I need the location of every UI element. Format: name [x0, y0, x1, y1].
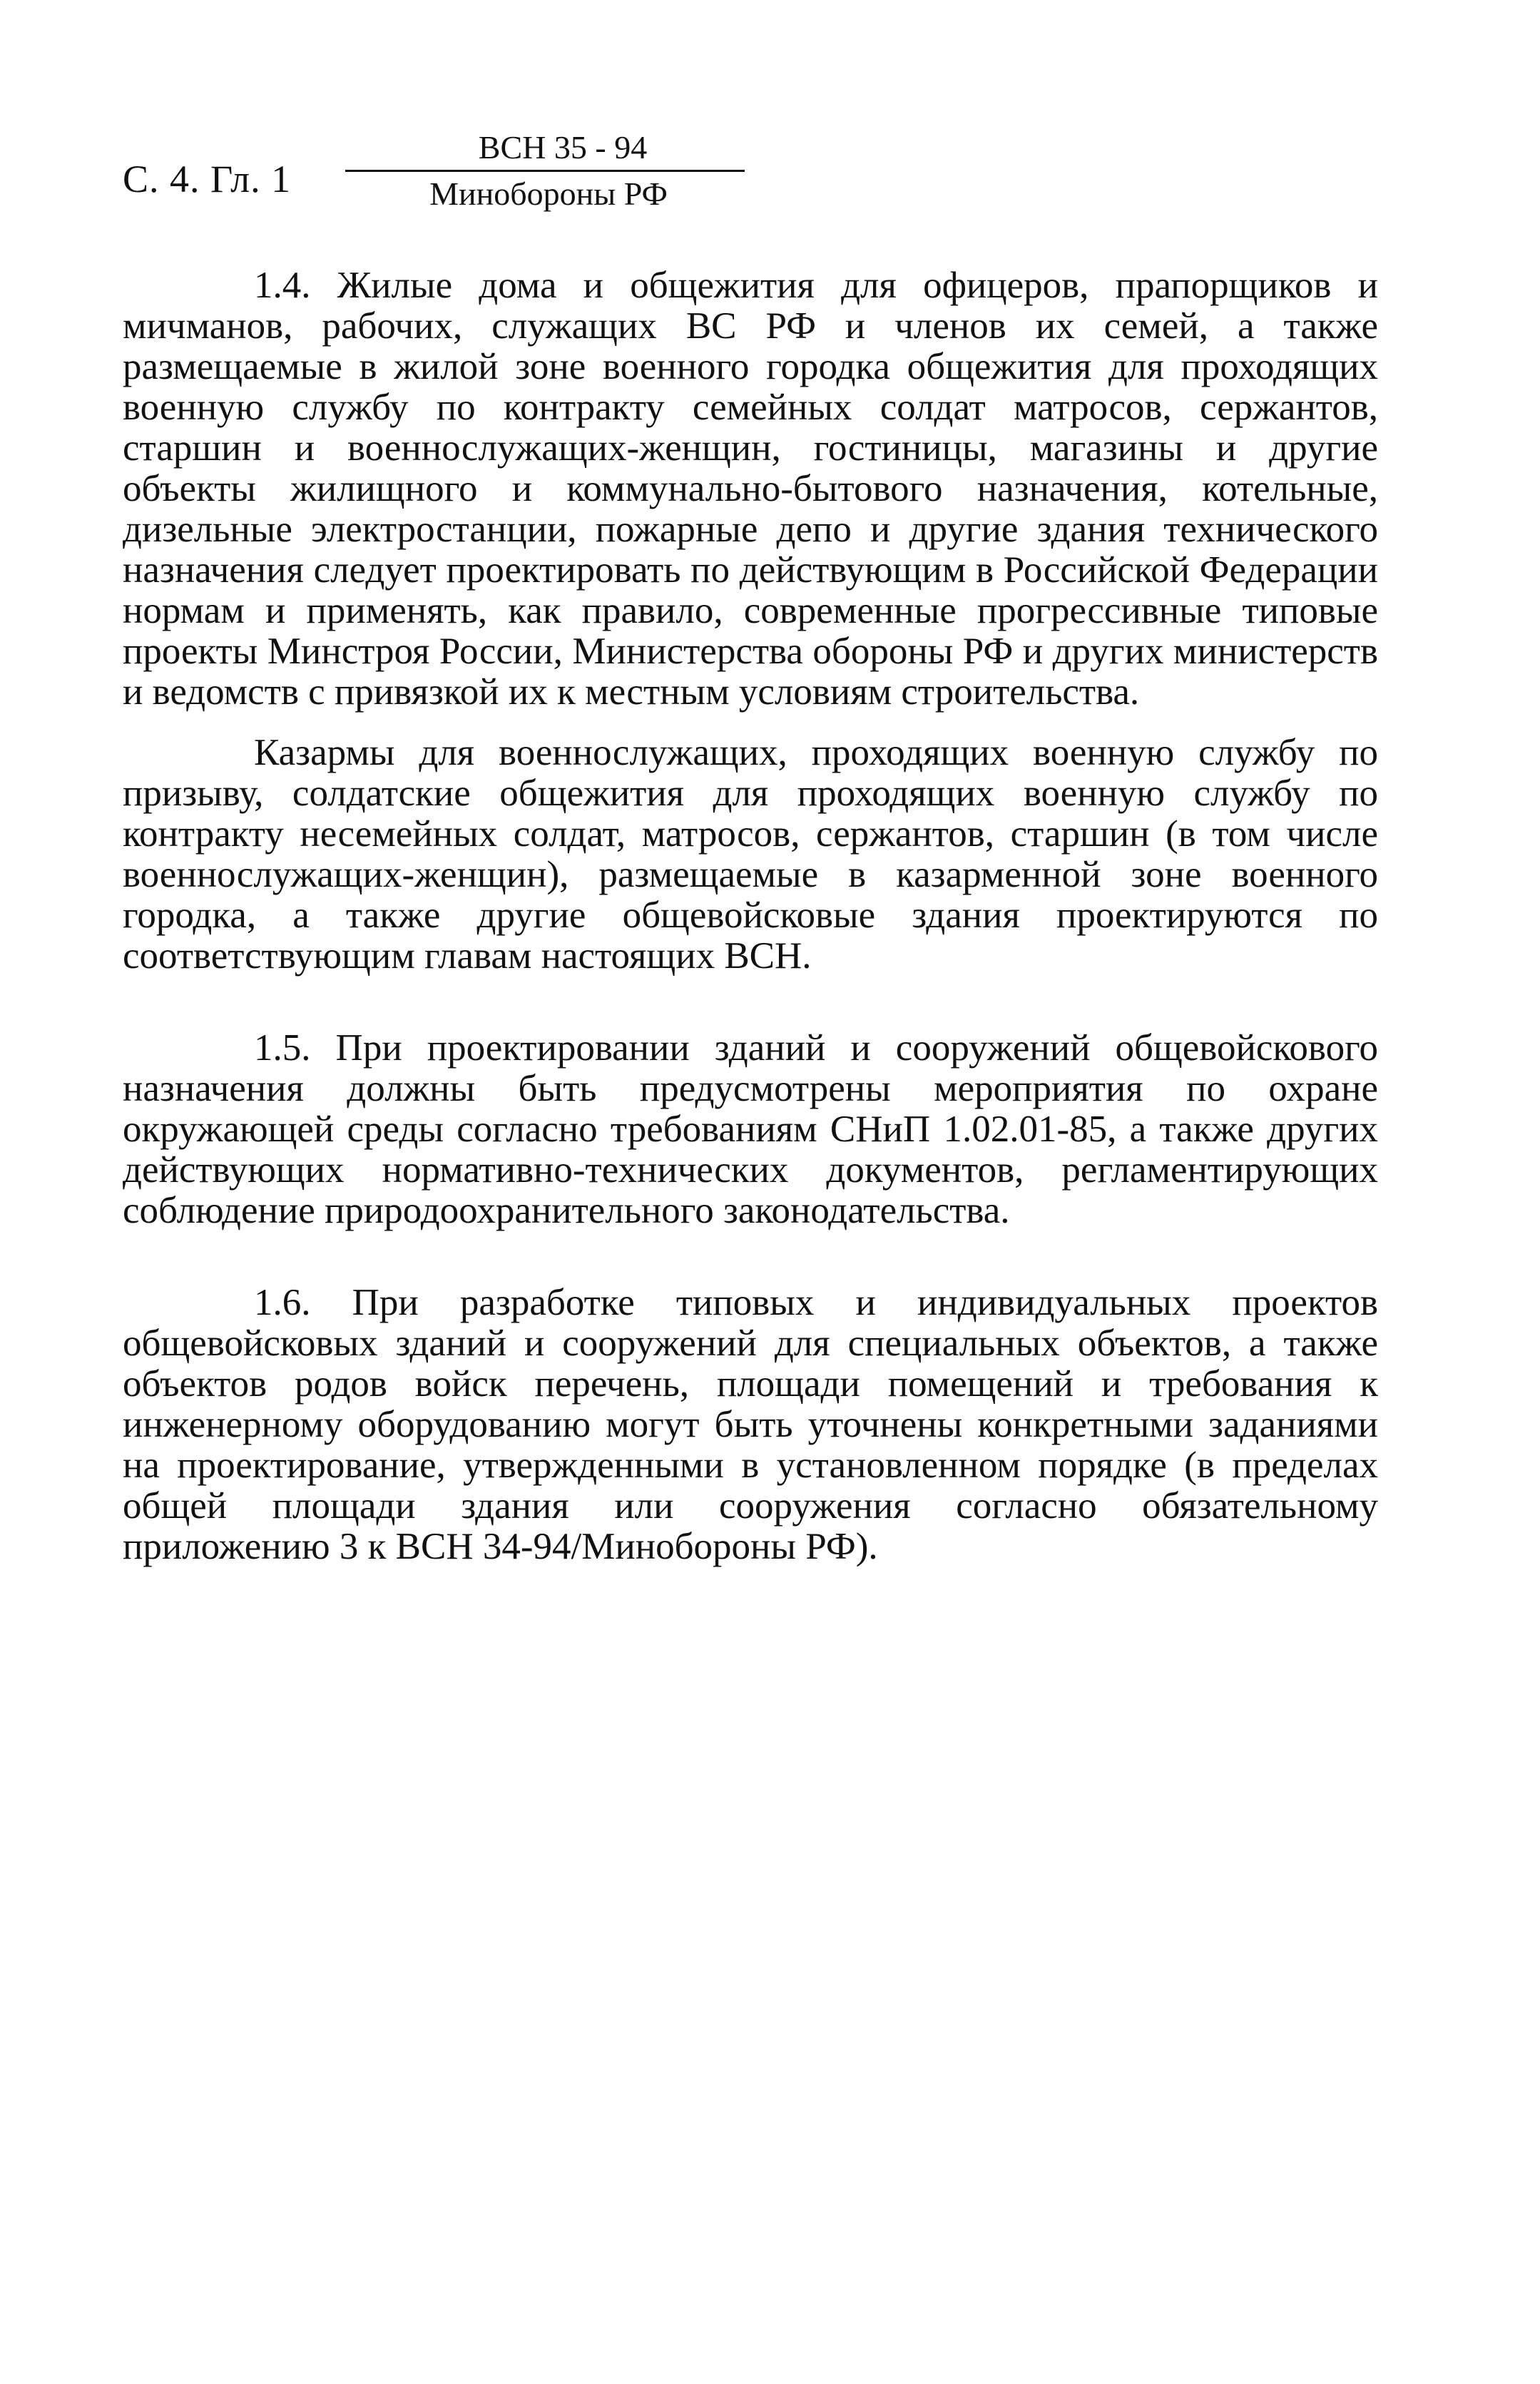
spacer — [123, 977, 1378, 1028]
document-code: ВСН 35 - 94 — [478, 129, 648, 165]
paragraph-1-6: 1.6. При разработке типовых и индивидуальных проектов общевойсковых зданий и сооружений для специальных объектов, а также объектов родов войск перечень, площади помещений и требования к инженерному оборудованию могут быть уточнены конкретными заданиями на проектирование, утвержденными в установленном порядке (в пределах общей площади здания или сооружения согласно обязательному приложению 3 к ВСН 34-94/Минобороны РФ). — [123, 1282, 1378, 1567]
page-header — [123, 127, 693, 227]
header-divider — [345, 170, 745, 172]
ministry-name: Минобороны РФ — [429, 175, 668, 212]
spacer — [123, 713, 1378, 733]
document-code-block — [345, 127, 752, 215]
document-body — [123, 265, 1378, 1567]
paragraph-barracks: Казармы для военнослужащих, проходящих военную службу по призыву, солдатские общежития для проходящих военную службу по контракту несемейных солдат, матросов, сержантов, старшин (в том числе военнослужащих-женщин), размещаемые в казарменной зоне военного городка, а также другие общевойсковые здания проектируются по соответствующим главам настоящих ВСН. — [123, 732, 1378, 977]
paragraph-1-4: 1.4. Жилые дома и общежития для офицеров, прапорщиков и мичманов, рабочих, служащих ВС РФ и членов их семей, а также размещаемые в жилой зоне военного городка общежития для проходящих военную службу по контракту семейных солдат матросов, сержантов, старшин и военнослужащих-женщин, гостиницы, магазины и другие объекты жилищного и коммунально-бытового назначения, котельные, дизельные электростанции, пожарные депо и другие здания технического назначения следует проектировать по действующим в Российской Федерации нормам и применять, как правило, современные прогрессивные типовые проекты Минстроя России, Министерства обороны РФ и других министерств и ведомств с привязкой их к местным условиям строительства. — [123, 265, 1378, 713]
page-chapter-ref: С. 4. Гл. 1 — [123, 158, 292, 200]
spacer — [123, 1231, 1378, 1283]
paragraph-1-5: 1.5. При проектировании зданий и сооружений общевойскового назначения должны быть предусмотрены мероприятия по охране окружающей среды согласно требованиям СНиП 1.02.01-85, а также других действующих нормативно-технических документов, регламентирующих соблюдение природоохранительного законодательства. — [123, 1027, 1378, 1231]
